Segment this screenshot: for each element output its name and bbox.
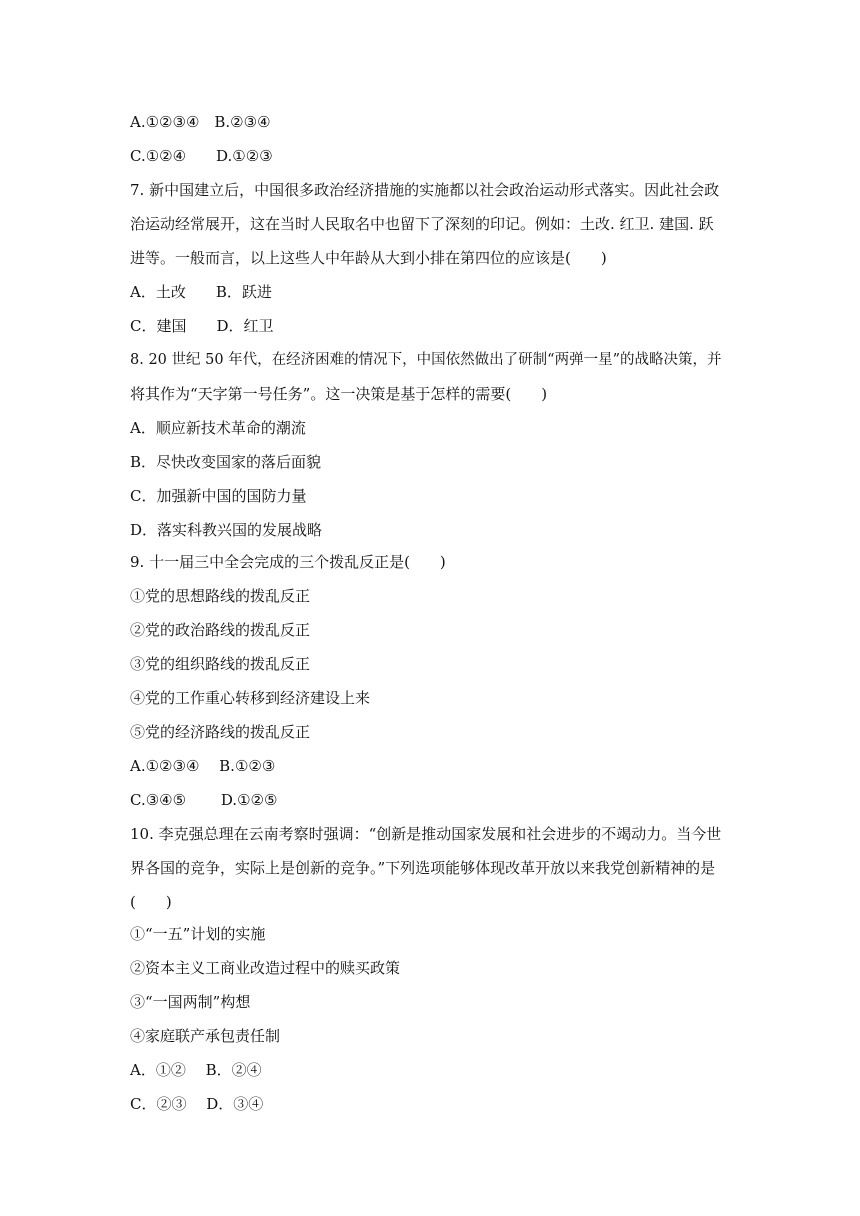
q7-options-row2: C．建国 D．红卫 [130,317,274,335]
q9-item-1: ①党的思想路线的拨乱反正 [130,587,311,605]
q10-options-row2: C．②③ D．③④ [130,1095,264,1113]
q7-options-row1: A．土改 B．跃进 [130,283,272,301]
q10-item-2: ②资本主义工商业改造过程中的赎买政策 [130,959,401,977]
q8-option-a: A．顺应新技术革命的潮流 [130,419,306,437]
q9-options-row2: C.③④⑤ D.①②⑤ [130,791,278,809]
q8-option-d: D．落实科教兴国的发展战略 [130,521,323,539]
q9-item-2: ②党的政治路线的拨乱反正 [130,621,311,639]
q7-stem-line1: 7. 新中国建立后，中国很多政治经济措施的实施都以社会政治运动形式落实。因此社会政 [130,181,720,199]
q10-item-1: ①“一五”计划的实施 [130,925,266,943]
q10-stem-line2: 界各国的竞争，实际上是创新的竞争。”下列选项能够体现改革开放以来我党创新精神的是 [130,859,716,877]
q9-item-5: ⑤党的经济路线的拨乱反正 [130,723,311,741]
q7-stem-line2: 治运动经常展开，这在当时人民取名中也留下了深刻的印记。例如：土改. 红卫. 建国. 跃 [130,215,714,233]
q9-stem: 9. 十一届三中全会完成的三个拨乱反正是( ) [130,553,446,571]
q9-item-3: ③党的组织路线的拨乱反正 [130,655,311,673]
q10-options-row1: A．①② B．②④ [130,1061,262,1079]
q9-item-4: ④党的工作重心转移到经济建设上来 [130,689,371,707]
q8-stem-line2: 将其作为“天字第一号任务”。这一决策是基于怎样的需要( ) [130,385,548,403]
q8-stem-line1: 8. 20 世纪 50 年代，在经济困难的情况下，中国依然做出了研制“两弹一星”的战略决策，并 [130,352,722,368]
q10-item-3: ③“一国两制”构想 [130,993,251,1011]
q8-option-b: B．尽快改变国家的落后面貌 [130,453,322,471]
q8-option-c: C．加强新中国的国防力量 [130,487,307,505]
q7-stem-line3: 进等。一般而言，以上这些人中年龄从大到小排在第四位的应该是( ) [130,249,607,267]
q9-options-row1: A.①②③④ B.①②③ [130,757,276,775]
q10-stem-line3: ( ) [130,893,172,911]
q10-item-4: ④家庭联产承包责任制 [130,1027,281,1045]
q10-stem-line1: 10. 李克强总理在云南考察时强调：“创新是推动国家发展和社会进步的不竭动力。当今世 [130,825,722,843]
q6-options-row1: A.①②③④ B.②③④ [130,113,271,131]
q6-options-row2: C.①②④ D.①②③ [130,147,273,165]
